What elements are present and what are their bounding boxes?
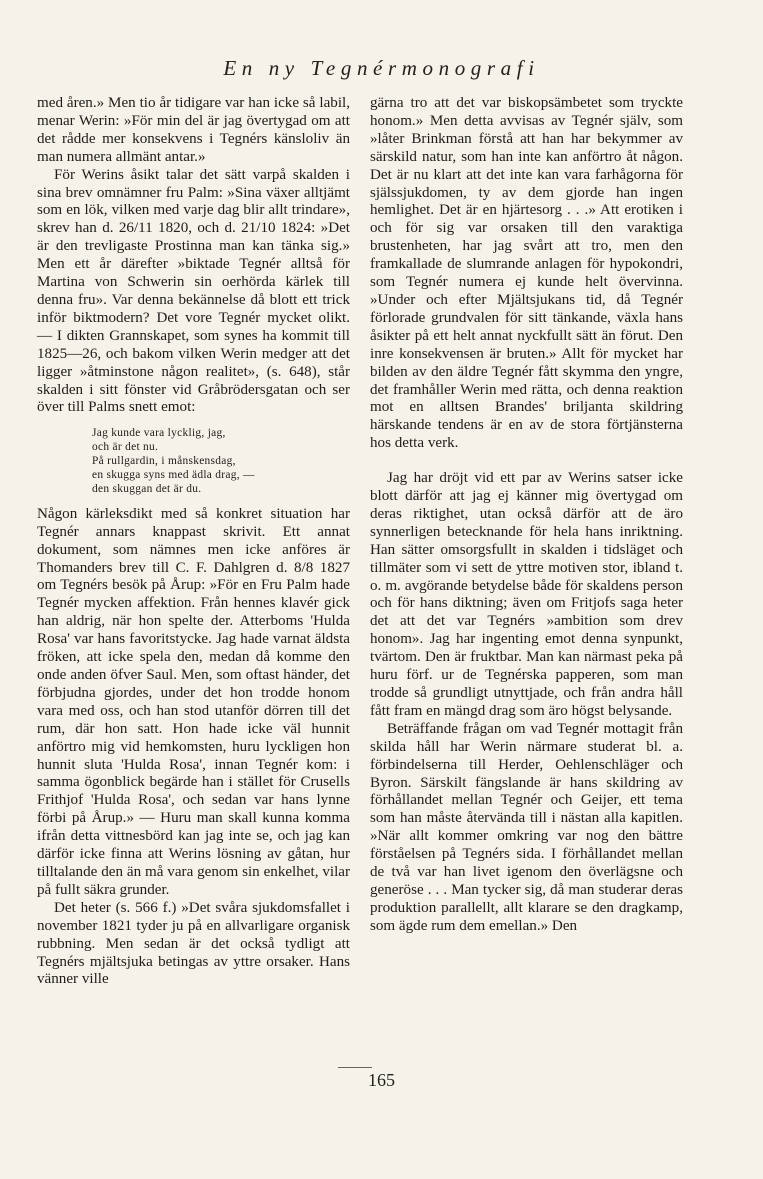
paragraph: Någon kärleksdikt med så konkret situation har Tegnér annars knappast skrivit. Ett annat dokument, som nämnes men icke anföres är Thomanders brev till C. F. Dahlgren d. 8/8 1827 om Tegnérs besök på Årup: »För en Fru Palm hade Tegnér mycken affektion. Från hennes klavér gick han aldrig, när hon spelte der. Atterboms 'Hulda Rosa' var hans favoritstycke. Jag hade varnat äldsta fröken, att icke spela den, medan då komme den onde anden öfver Saul. Men, som oftast händer, det förbjudna gjordes, under det hon trodde honom vara med oss, och han stod utanför dörren till det rum, där hon satt. Hon hade icke väl hunnit anförtro mig vid hemkomsten, huru lyckligen hon hunnit sluta 'Hulda Rosa', innan Tegnér kom: i samma ögonblick begärde han i stället för Crusells Frithjof 'Hulda Rosa', och sedan var hans lynne förbi på Årup.» — Huru man skall kunna komma ifrån detta vittnesbörd kan jag inte se, och jag kan därför icke finna att Werins lösning av gåtan, hur tilltalande den än må vara genom sin enkelhet, vilar på fullt säkra grunder. [37, 505, 350, 898]
folio-rule [338, 1067, 372, 1068]
poem-line: Jag kunde vara lycklig, jag, [92, 427, 226, 440]
section-gap [370, 453, 683, 470]
paragraph: gärna tro att det var biskopsämbetet som tryckte honom.» Men detta avvisas av Tegnér själv, som »låter Brinkman förstå att han har bekymmer av särskild natur, som han inte kan anförtro åt någon. Det är nu klart att det inte kan vara farhågorna för själssjukdomen, ty av dem gjorde han ingen hemlighet. Det är en hjärtesorg . . .» Att erotiken i och för sig var orsaken till den varaktiga brustenheten, har jag svårt att tro, men den framkallade de slumrande anlagen för hypokondri, som Tegnér numera ej kunde helt övervinna. »Under och efter Mjältsjukans tid, då Tegnér förlorade grundvalen för sitt tänkande, växla hans åsikter på ett helt annat nyckfullt sätt än förut. Den inre konsekvensen är bruten.» Allt för mycket har bilden av den äldre Tegnér fått skymma den yngre, det framhåller Werin med rätta, och denna reaktion mot en alltsen Brandes' briljanta skildring härskande tendens är en av de stora förtjänsterna hos detta verk. [370, 95, 683, 452]
poem-line: en skugga syns med ädla drag, — [92, 469, 255, 482]
poem-quotation [92, 427, 350, 497]
left-column [37, 95, 350, 989]
running-header: En ny Tegnérmonografi [223, 56, 540, 80]
paragraph: För Werins åsikt talar det sätt varpå skalden i sina brev omnämner fru Palm: »Sina växer alltjämt som en lök, vilken med varje dag blir allt trindare», skrev han d. 26/11 1820, och d. 21/10 1824: »Det är den trevligaste Prostinna man kan tänka sig.» Men ett år därefter »biktade Tegnér alltså för Martina von Schwerin sin oerhörda kärlek till denna fru». Var denna bekännelse då blott ett trick inför biktmodern? Det vore Tegnér mycket olikt. — I dikten Grannskapet, som synes ha kommit till 1825—26, och bakom vilken Werin medger att det ligger »åtminstone någon realitet», (s. 648), står skalden i sitt fönster vid Gråbrödersgatan och ser över till Palms snett emot: [37, 166, 350, 416]
poem-line: och är det nu. [92, 441, 159, 454]
poem-line: På rullgardin, i månskensdag, [92, 455, 236, 468]
page-number: 165 [368, 1070, 395, 1090]
paragraph: Beträffande frågan om vad Tegnér mottagit från skilda håll har Werin närmare studerat bl. a. förbindelserna till Herder, Oehlenschläger och Byron. Särskilt fängslande är hans skildring av förhållandet mellan Tegnér och Geijer, ett tema som han måste återvända till i nästan alla kapitlen. »När allt kommer omkring var nog den bättre förståelsen på Tegnérs sida. I förhållandet mellan de två var han livet igenom den överlägsne och generöse . . . Man tycker sig, då man studerar deras produktion parallellt, allt klarare se den dragkamp, som ägde rum dem emellan.» Den [370, 720, 683, 934]
paragraph: med åren.» Men tio år tidigare var han icke så labil, menar Werin: »För min del är jag övertygad om att det rådde mer konsekvens i Tegnérs känsloliv än man numera allmänt antar.» [37, 95, 350, 165]
right-column [370, 95, 683, 936]
paragraph: Det heter (s. 566 f.) »Det svåra sjukdomsfallet i november 1821 tyder ju på en allvarligare organisk rubbning. Men sedan är det också tydligt att Tegnérs mjältsjuka betingas av yttre orsaker. Hans vänner ville [37, 899, 350, 988]
paragraph: Jag har dröjt vid ett par av Werins satser icke blott därför att jag ej känner mig övertygad om deras riktighet, utan också därför att de äro synnerligen betecknande för hela hans inriktning. Han sätter omsorgsfullt in skalden i tidsläget och tillmäter som vi sett de yttre motiven stor, ibland t. o. m. avgörande betydelse både för skaldens person och för hans diktning; även om Fritjofs saga heter det att det var Tegnérs »ambition som drev honom». Jag har ingenting emot denna synpunkt, tvärtom. Den är fruktbar. Man kan närmast peka på huru förf. ur de Tegnérska papperen, som man trodde så grundligt utnyttjade, och från andra håll fått fram en mängd drag som äro högst belysande. [370, 470, 683, 719]
poem-line: den skuggan det är du. [92, 482, 202, 495]
